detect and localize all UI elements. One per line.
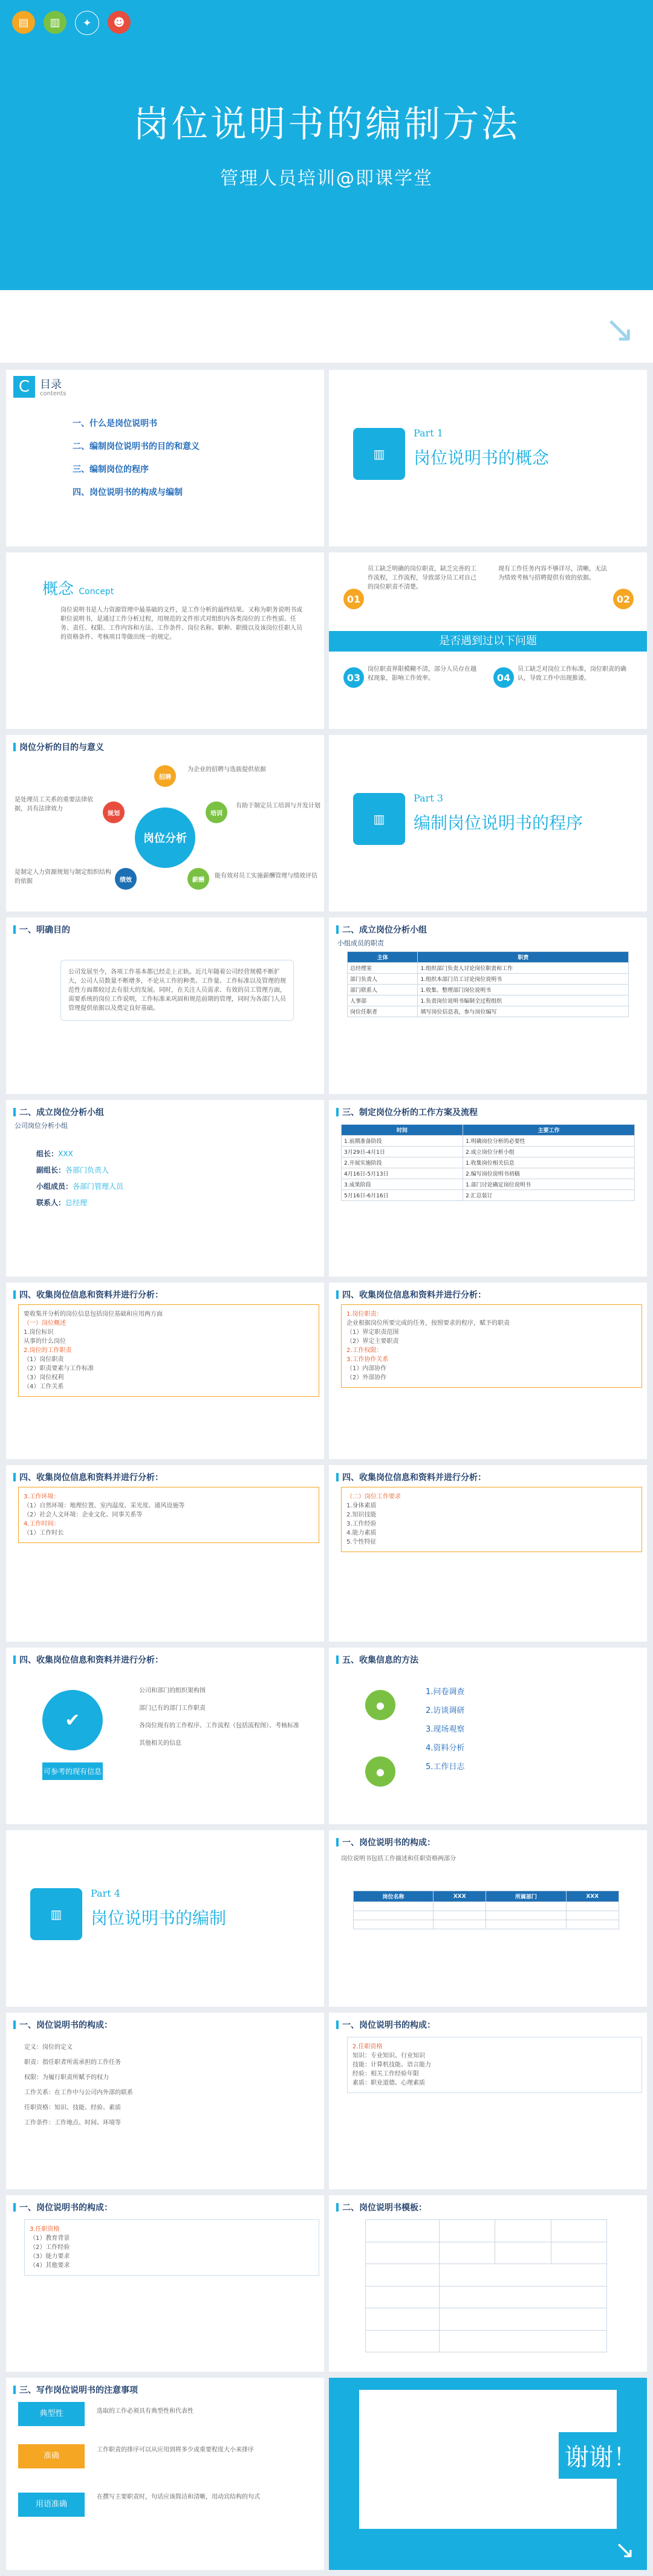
box-item: （1）界定职责范围 — [346, 1329, 399, 1336]
field-value: 总经理 — [65, 1199, 88, 1207]
slide-title: 二、成立岗位分析小组 — [13, 1106, 104, 1118]
cover-strip — [0, 290, 653, 363]
note-value: 在撰写主要职责时，句话应该简洁和清晰，用动宾结构的句式 — [97, 2494, 260, 2500]
slide-title: 一、岗位说明书的构成： — [13, 2201, 112, 2213]
problem-text: 员工缺乏对岗位工作标准，岗位职责的确认，导致工作中出现推诿。 — [518, 666, 626, 682]
part4-slide — [6, 1830, 324, 2007]
box-heading: 3.工作环境： — [24, 1493, 60, 1500]
table-cell: 1.收集岗位相关信息 — [463, 1157, 635, 1168]
table-row — [348, 1006, 629, 1017]
list-item: 1.问卷调查 — [426, 1688, 465, 1697]
duty-table — [347, 951, 629, 1017]
method-list — [426, 1678, 464, 1779]
table-cell: 1.前期准备阶段 — [342, 1136, 463, 1147]
table-row — [348, 985, 629, 995]
table-cell: 3月29日-4月1日 — [342, 1147, 463, 1157]
slide-title: 二、岗位说明书模板： — [336, 2201, 427, 2213]
arrow-icon: ↘ — [604, 308, 635, 351]
concept-title — [42, 577, 114, 599]
toc-list — [73, 406, 200, 509]
collect-box — [18, 1487, 319, 1543]
slide-title: 四、收集岗位信息和资料并进行分析： — [13, 1289, 163, 1301]
part-title: 岗位说明书的编制 — [91, 1908, 227, 1928]
box-item: （2）职责要素与工作标准 — [24, 1365, 94, 1372]
slide-title: 岗位分析的目的与意义 — [13, 741, 104, 753]
collect-box — [341, 1487, 642, 1552]
list-item: 经验：相关工作经验年限 — [352, 2071, 419, 2077]
part3-slide — [329, 735, 647, 911]
table-header: XXX — [566, 1891, 619, 1902]
box-item: （1）自然环境：地理位置、室内温度、采光度、通风设施等 — [24, 1503, 185, 1509]
document-icon: ▤ — [12, 11, 35, 34]
cover-slide — [0, 0, 653, 363]
center-circle: 岗位分析 — [135, 807, 195, 868]
list-item: （1）教育背景 — [30, 2235, 70, 2242]
struct1-slide — [329, 1830, 647, 2007]
struct-table — [353, 1891, 619, 1929]
table-cell: 4月16日-5月13日 — [342, 1168, 463, 1179]
table-cell: 3.成果阶段 — [342, 1179, 463, 1190]
field-value: 各部门管理人员 — [73, 1182, 124, 1191]
table-cell: 填写岗位信息表，参与岗位编写 — [418, 1006, 629, 1017]
purpose-item: 是处理员工关系的重要法律依据，具有法律效力 — [15, 797, 93, 812]
list-item: 2.访谈调研 — [426, 1706, 465, 1715]
slide-title: 四、收集岗位信息和资料并进行分析： — [336, 1289, 486, 1301]
list-item: 素质：职业道德、心理素质 — [352, 2080, 425, 2086]
table-row — [348, 974, 629, 985]
box-item: 3.工作协作关系 — [346, 1356, 389, 1363]
box-item: 1.岗位标识 — [24, 1329, 54, 1336]
table-cell: 总经理室 — [348, 963, 418, 974]
collect2-slide — [6, 1648, 324, 1824]
slide-subtitle: 小组成员的职责 — [337, 939, 384, 947]
table-header: XXX — [434, 1891, 486, 1902]
table-row — [342, 1136, 635, 1147]
box-item: 2.工作权限： — [346, 1347, 383, 1354]
table-header: 职责 — [418, 952, 629, 963]
slide-title: 一、岗位说明书的构成： — [336, 1836, 435, 1848]
slide-title: 四、收集岗位信息和资料并进行分析： — [13, 1654, 163, 1666]
part-label: Part 1 — [414, 427, 443, 439]
purpose-slide — [6, 735, 324, 911]
collect-d-slide — [329, 1465, 647, 1642]
problem-number: 03 — [343, 667, 364, 688]
template-table — [365, 2219, 607, 2352]
box-item: 5.个性特征 — [346, 1539, 377, 1545]
part1-slide — [329, 370, 647, 546]
method-icon: ● — [365, 1690, 395, 1720]
struct4-slide — [6, 2195, 324, 2372]
book-icon: ▥ — [353, 793, 405, 845]
part-label: Part 4 — [91, 1888, 120, 1899]
bulb-icon: ✦ — [75, 11, 99, 35]
slide-title: 四、收集岗位信息和资料并进行分析： — [13, 1471, 163, 1483]
slide-subtitle: 公司岗位分析小组 — [15, 1122, 68, 1130]
table-cell: 岗位任职者 — [348, 1006, 418, 1017]
box-item: （2）界定主要职责 — [346, 1338, 399, 1345]
box-item: 4.工作时间： — [24, 1521, 60, 1527]
tag-circle: 薪酬 — [187, 868, 209, 890]
problem-number: 02 — [613, 589, 634, 609]
problems-slide — [329, 552, 647, 729]
problem-text: 岗位职责界限模糊不清，部分人员存在越权现象，影响工作效率。 — [368, 666, 476, 682]
list-item: 5.工作日志 — [426, 1762, 465, 1772]
part-title: 岗位说明书的概念 — [414, 448, 550, 468]
part-label: Part 3 — [414, 792, 443, 804]
box-item: （1）工作时长 — [24, 1530, 64, 1536]
slide-title: 一、岗位说明书的构成： — [336, 2019, 435, 2031]
group-list — [36, 1142, 123, 1214]
toc-logo: C — [13, 376, 35, 398]
table-header: 所属部门 — [486, 1891, 566, 1902]
table-row — [354, 1920, 619, 1929]
method-slide — [329, 1648, 647, 1824]
table-cell: 2.编写岗位说明书初稿 — [463, 1168, 635, 1179]
group-field — [36, 1165, 123, 1175]
list-item: 职责：指任职者所需承担的工作任务 — [24, 2059, 121, 2066]
list-item: 4.资料分析 — [426, 1744, 465, 1753]
table-header: 时间 — [342, 1125, 463, 1136]
group-field — [36, 1181, 123, 1191]
box-heading: （二）岗位工作要求 — [346, 1493, 401, 1500]
problem-number: 01 — [343, 589, 364, 609]
table-cell: 1.部门讨论确定岗位说明书 — [463, 1179, 635, 1190]
box-heading: 要收集并分析的岗位信息包括岗位基础和应用两方面 — [24, 1311, 163, 1318]
box-item: （2）社会人文环境：企业文化、同事关系等 — [24, 1512, 143, 1518]
struct4-list — [24, 2219, 319, 2276]
note-key: 准确 — [18, 2444, 85, 2468]
person-icon: ☻ — [108, 11, 131, 34]
box-item: （一）岗位概述 — [24, 1320, 66, 1327]
template-slide — [329, 2195, 647, 2372]
table-header: 主体 — [348, 952, 418, 963]
struct2-list — [24, 2037, 308, 2134]
box-item: 3.工作经验 — [346, 1521, 377, 1527]
list-item: 知识：专业知识、行业知识 — [352, 2053, 425, 2059]
cover-subtitle: 管理人员培训@即课学堂 — [220, 168, 433, 189]
problems-banner: 是否遇到过以下问题 — [329, 631, 647, 652]
table-header: 主要工作 — [463, 1125, 635, 1136]
purpose-item: 能有效对员工实施薪酬管理与绩效评估 — [215, 873, 317, 879]
table-row — [342, 1147, 635, 1157]
notes-slide — [6, 2378, 324, 2570]
slide-title: 一、明确目的 — [13, 924, 70, 936]
list-item: 3.任职资格 — [30, 2226, 60, 2233]
concept-slide — [6, 552, 324, 729]
table-cell: 5月16日-6月16日 — [342, 1190, 463, 1201]
note-key: 典型性 — [18, 2402, 85, 2426]
field-value: XXX — [58, 1150, 73, 1158]
table-cell: 1.组织部门负责人讨论岗位职责和工作 — [418, 963, 629, 974]
collect-b-slide — [329, 1283, 647, 1459]
box-item: （2）外部协作 — [346, 1374, 387, 1381]
table-cell: 2.成立岗位分析小组 — [463, 1147, 635, 1157]
table-row — [348, 995, 629, 1006]
end-slide — [329, 2378, 647, 2570]
list-item: 3.现场观察 — [426, 1725, 465, 1734]
box-item: 1.身体素质 — [346, 1503, 377, 1509]
tag-circle: 招聘 — [154, 765, 176, 787]
step2-slide — [329, 917, 647, 1094]
field-key: 小组成员： — [36, 1182, 73, 1191]
note-value: 工作职责的排序可以从应用到将多少或重要程度大小来排序 — [97, 2447, 254, 2453]
table-row — [342, 1157, 635, 1168]
arrow-icon: ↘ — [614, 2536, 635, 2564]
problem-text: 现有工作任务内容不够详尽，清晰，无法为绩效考核与招聘提供有效的依据。 — [498, 566, 607, 581]
box-item: 4.能力素质 — [346, 1530, 377, 1536]
table-cell: 部门负责人 — [348, 974, 418, 985]
table-row — [348, 963, 629, 974]
concept-text: 岗位说明书是人力资源管理中最基础的文件，是工作分析的最终结果。又称为职务说明书或职位说明书，是通过工作分析过程，用规范的文件形式对组织内各类岗位的工作性质、任务、责任、权限、工作内容和方法、工作条件、岗位名称、职种、职级以及该岗位任职人员的资格条件、考核项目等做出统一的规定。 — [60, 607, 302, 641]
field-key: 组长： — [36, 1150, 59, 1158]
clipboard-icon: ✔ — [42, 1690, 103, 1750]
cover-icons — [12, 11, 131, 35]
chart-icon: ▥ — [44, 11, 67, 34]
list-item: 任职资格：知识、技能、经验、素质 — [24, 2105, 121, 2111]
toc-heading: 目录 — [40, 378, 62, 391]
note-value: 选取的工作必须具有典型性和代表性 — [97, 2408, 193, 2415]
table-cell: 部门联系人 — [348, 985, 418, 995]
struct2-slide — [6, 2013, 324, 2189]
slide-title: 五、收集信息的方法 — [336, 1654, 418, 1666]
step2b-slide — [6, 1100, 324, 1277]
info-list — [139, 1678, 308, 1756]
purpose-item: 有助于制定员工培训与开发计划 — [236, 803, 320, 809]
concept-title-text: 概念 — [42, 580, 74, 598]
toc-item[interactable]: 一、什么是岗位说明书 — [73, 419, 157, 429]
list-item: （3）能力要求 — [30, 2253, 70, 2260]
collect-a-slide — [6, 1283, 324, 1459]
box-item: （1）岗位职责 — [24, 1356, 64, 1363]
slide-title: 二、成立岗位分析小组 — [336, 924, 427, 936]
book-icon: ▥ — [353, 428, 405, 480]
struct3-slide — [329, 2013, 647, 2189]
method-icon: ● — [365, 1756, 395, 1787]
box-item: （3）岗位权利 — [24, 1374, 64, 1381]
box-heading: 1.岗位职责： — [346, 1311, 383, 1318]
list-item: 2.任职资格 — [352, 2044, 383, 2050]
slide-title: 一、岗位说明书的构成： — [13, 2019, 112, 2031]
table-cell: 1.明确岗位分析的必要性 — [463, 1136, 635, 1147]
toc-slide — [6, 370, 324, 546]
purpose-item: 是制定人力资源规划与制定组织结构的依据 — [15, 869, 111, 885]
problem-number: 04 — [493, 667, 514, 688]
table-cell: 1.收集、整理部门岗位说明书 — [418, 985, 629, 995]
list-item: 公司和部门的组织架构图 — [139, 1688, 206, 1694]
end-title: 谢谢！ — [559, 2432, 643, 2479]
list-item: 其他相关的信息 — [139, 1740, 181, 1747]
step1-text: 公司发展至今，各项工作基本都已经走上正轨。近几年随着公司经营规模不断扩大，公司人员数量不断增多，不论从工作的种类、工作量、工作标准以及管理的规范性方面都较过去有很大的发展。同时，在关注人员需求、有效的员工管理方面，需要系统的岗位工作说明，工作标准来巩固和规范前期的管理，同时为各部门人员管理提供依据以及奠定良好基础。 — [60, 960, 294, 1021]
table-row — [342, 1168, 635, 1179]
box-item: 2.岗位的工作职责 — [24, 1347, 72, 1354]
slide-title: 三、写作岗位说明书的注意事项 — [13, 2384, 138, 2396]
toc-item[interactable]: 二、编制岗位说明书的目的和意义 — [73, 442, 200, 451]
field-value: 各部门负责人 — [65, 1166, 109, 1174]
slide-title: 四、收集岗位信息和资料并进行分析： — [336, 1471, 486, 1483]
list-item: 定义：岗位的定义 — [24, 2044, 73, 2051]
table-row — [342, 1179, 635, 1190]
table-cell: 1.负责岗位说明书编制全过程组织 — [418, 995, 629, 1006]
cover-title: 岗位说明书的编制方法 — [133, 103, 520, 146]
step1-slide — [6, 917, 324, 1094]
table-row — [342, 1190, 635, 1201]
list-item: （2）工作经验 — [30, 2244, 70, 2251]
slide-title: 三、制定岗位分析的工作方案及流程 — [336, 1106, 478, 1118]
collect-box — [18, 1304, 319, 1397]
table-cell: 2.开展实施阶段 — [342, 1157, 463, 1168]
list-item: 工作关系：在工作中与公司内外部的联系 — [24, 2089, 133, 2096]
collect-box — [341, 1304, 642, 1388]
table-row — [354, 1902, 619, 1911]
list-item: 各岗位现有的工作程序、工作流程（包括流程图）、考核标准 — [139, 1723, 299, 1729]
info-badge: 可参考的现有信息 — [42, 1762, 103, 1780]
field-key: 联系人： — [36, 1199, 66, 1207]
toc-item[interactable]: 四、岗位说明书的构成与编制 — [73, 488, 183, 497]
struct1-text: 岗位说明书包括工作描述和任职资格两部分 — [341, 1856, 456, 1862]
table-cell: 人事部 — [348, 995, 418, 1006]
box-item: （1）内部协作 — [346, 1365, 387, 1372]
struct3-list — [347, 2037, 642, 2093]
group-field — [36, 1148, 123, 1159]
purpose-item: 为企业的招聘与选拔提供依据 — [187, 766, 266, 773]
toc-item[interactable]: 三、编制岗位的程序 — [73, 465, 149, 474]
list-item: 工作条件：工作地点、时间、环境等 — [24, 2120, 121, 2126]
part-title: 编制岗位说明书的程序 — [414, 813, 583, 833]
problem-text: 员工缺乏明确的岗位职责，缺乏完善的工作流程，工作流程，导致部分员工对自己的岗位职责不清楚。 — [368, 566, 476, 591]
table-cell: 1.组织本部门员工讨论岗位说明书 — [418, 974, 629, 985]
collect-c-slide — [6, 1465, 324, 1642]
concept-title-en: Concept — [79, 587, 114, 597]
table-cell: 2.汇总装订 — [463, 1190, 635, 1201]
table-header: 岗位名称 — [354, 1891, 434, 1902]
toc-heading-en: contents — [40, 390, 67, 397]
box-item: 从事的什么岗位 — [24, 1338, 66, 1345]
list-item: 技能：计算机技能、语言能力 — [352, 2062, 431, 2068]
field-key: 副组长： — [36, 1166, 66, 1174]
box-item: （4）工作关系 — [24, 1383, 64, 1390]
box-item: 2.知识技能 — [346, 1512, 377, 1518]
list-item: 部门已有的部门工作职责 — [139, 1705, 206, 1712]
note-key: 用语准确 — [18, 2493, 85, 2517]
step3-slide — [329, 1100, 647, 1277]
tag-circle: 绩效 — [115, 868, 137, 890]
tag-circle: 规划 — [103, 801, 125, 823]
plan-table — [341, 1124, 635, 1201]
book-icon: ▥ — [30, 1888, 82, 1940]
box-item: 企业根据岗位所要完成的任务，按照要求的程序，赋予的职责 — [346, 1320, 510, 1327]
list-item: 权限：为履行职责所赋予的权力 — [24, 2074, 109, 2081]
table-row — [354, 1911, 619, 1920]
group-field — [36, 1197, 123, 1208]
list-item: （4）其他要求 — [30, 2262, 70, 2269]
tag-circle: 培训 — [206, 801, 227, 823]
